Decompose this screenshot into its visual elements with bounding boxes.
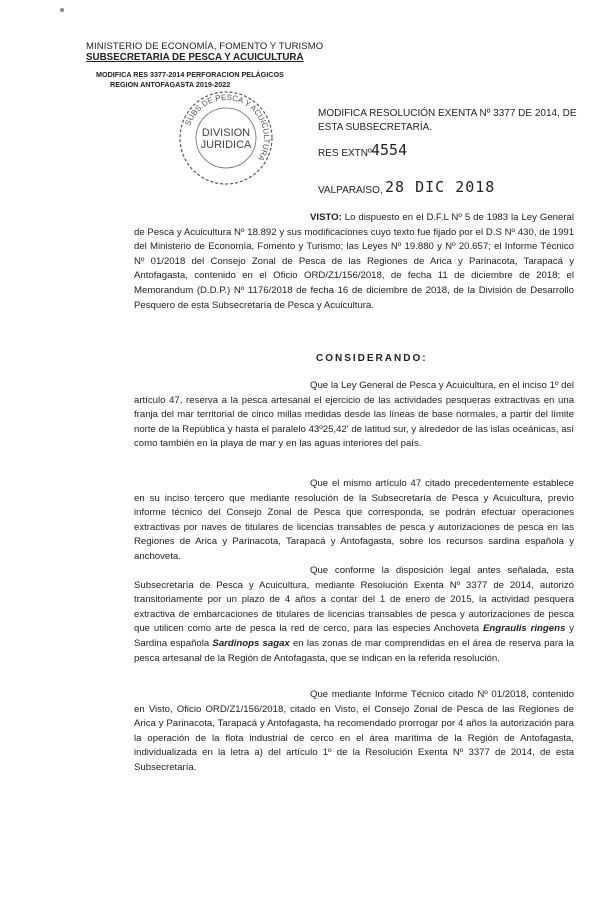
c3-part-b: y Sardina española: [134, 623, 574, 649]
species-sardinops: Sardinops sagax: [212, 637, 290, 649]
division-juridica-stamp: [176, 88, 276, 188]
visto-paragraph: [134, 211, 574, 313]
resolution-label: RES EXTNº: [318, 148, 372, 159]
c3-part-a: Que conforme la disposición legal antes señalada, esta Subsecretaría de Pesca y Acuicultura, mediante Resolución Exenta Nº 3377 de 2014, autorizó transitoriamente por un plazo de 4 años a contar del 1 de enero de 2015, la actividad pesquera extractiva de embarcaciones de titulares de licencias transables de pesca y autorizaciones de pesca que utilicen como arte de pesca la red de cerco, para las especies Anchoveta: [134, 565, 574, 635]
stamp-line1: DIVISION: [201, 127, 251, 139]
considerando-paragraph-2: Que el mismo artículo 47 citado precedentemente establece en su inciso tercero que mediante resolución de la Subsecretaría de Pesca y Acuicultura, previo informe técnico del Consejo Zonal de Pesca que corresponda, se podrán efectuar operaciones extractivas por naves de titulares de licencias transables de pesca y autorizaciones de pesca en las Regiones de Arica y Parinacota, Tarapacá y Antofagasta, sobre los recursos sardina española y anchoveta.: [134, 478, 574, 562]
region-line: REGION ANTOFAGASTA 2019-2022: [110, 80, 231, 89]
scan-dot: [60, 8, 64, 12]
species-engraulis: Engraulis ringens: [483, 623, 566, 635]
modifica-line: MODIFICA RES 3377-2014 PERFORACION PELÁGICOS: [96, 70, 284, 79]
stamp-line2: JURIDICA: [200, 139, 252, 151]
resolution-number: 4554: [371, 141, 408, 159]
subsecretaria-name: SUBSECRETARIA DE PESCA Y ACUICULTURA: [86, 52, 304, 63]
considerando-paragraph-3: [134, 564, 574, 666]
considerando-heading: CONSIDERANDO:: [316, 353, 428, 364]
stamp-ring-text: SUBS.DE PESCA Y ACUICULTURA: [183, 92, 272, 163]
c3-part-c: en las zonas de mar comprendidas en el área de reserva para la pesca artesanal de la Región de Antofagasta, que se indican en la referida resolución.: [134, 637, 575, 664]
ministry-name: MINISTERIO DE ECONOMÍA, FOMENTO Y TURISMO: [86, 41, 324, 52]
resolution-title: MODIFICA RESOLUCIÓN EXENTA Nº 3377 DE 2014, DE ESTA SUBSECRETARÍA.: [318, 108, 577, 133]
considerando-paragraph-1: Que la Ley General de Pesca y Acuicultura, en el inciso 1º del artículo 47, reserva a la pesca artesanal el ejercicio de las actividades pesqueras extractivas en una franja del mar territorial de cinco millas medidas desde las líneas de base normales, a partir del límite norte de la República y hasta el paralelo 43º25,42' de latitud sur, y alrededor de las islas oceánicas, así como también en la playa de mar y en las aguas interiores del país.: [134, 380, 574, 450]
visto-label: VISTO:: [310, 212, 342, 223]
resolution-date: 28 DIC 2018: [385, 178, 496, 196]
considerando-paragraph-4: Que mediante Informe Técnico citado Nº 01/2018, contenido en Visto, Oficio ORD/Z1/156/2018, citado en Visto, el Consejo Zonal de Pesca de las Regiones de Arica y Parinacota, Tarapacá y Antofagasta, ha recomendado prorrogar por 4 años la autorización para la operación de la flota industrial de cerco en el área marítima de la Región de Antofagasta, individualizada en la letra a) del artículo 1º de la Resolución Exenta Nº 3377 de 2014, de esta Subsecretaría.: [134, 689, 574, 773]
place-name: VALPARAISO,: [318, 185, 383, 196]
visto-text: Lo dispuesto en el D.F.L Nº 5 de 1983 la Ley General de Pesca y Acuicultura Nº 18.892 y sus modificaciones cuyo texto fue fijado por el D.S Nº 430, de 1991 del Ministerio de Economía, Fomento y Turismo; las Leyes Nº 19.880 y Nº 20.657; el Informe Técnico Nº 01/2018 del Consejo Zonal de Pesca de las Regiones de Arica y Parinacota, Tarapacá y Antofagasta, contenido en el Oficio ORD/Z1/156/2018, de fecha 11 de diciembre de 2018; el Memorandum (D.D.P.) Nº 1176/2018 de fecha 16 de diciembre de 2018, de la División de Desarrollo Pesquero de esta Subsecretaría de Pesca y Acuicultura.: [134, 212, 574, 311]
